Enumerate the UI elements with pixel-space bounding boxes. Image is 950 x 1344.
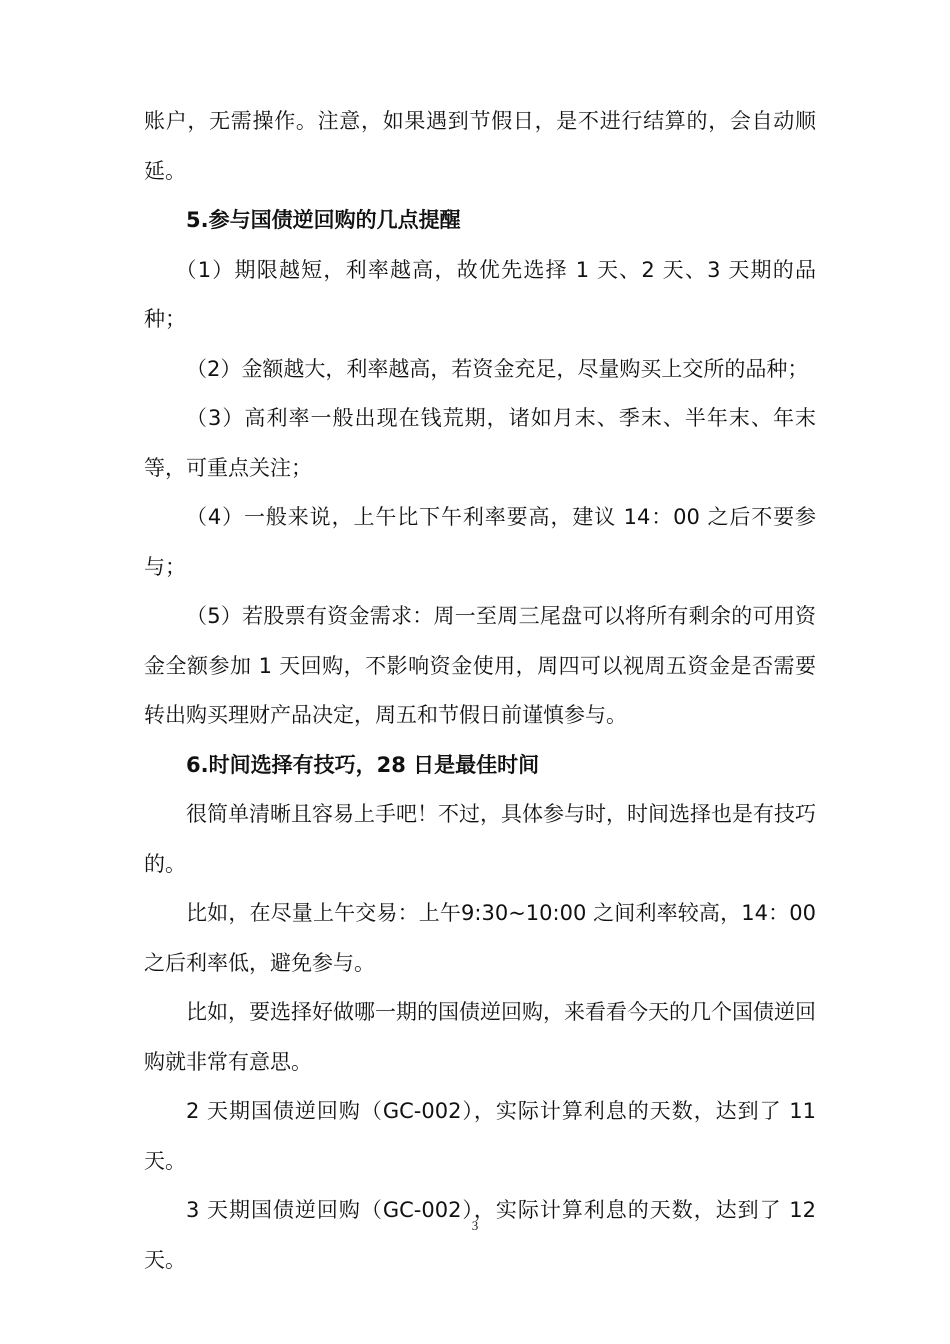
section-heading-6: 6.时间选择有技巧，28 日是最佳时间	[186, 752, 540, 777]
paragraph-gc002-2day: 2 天期国债逆回购（GC-002），实际计算利息的天数，达到了 11 天。	[144, 1099, 816, 1173]
paragraph-gc002-3day: 3 天期国债逆回购（GC-002），实际计算利息的天数，达到了 12 天。	[144, 1198, 816, 1272]
paragraph-1: 账户，无需操作。注意，如果遇到节假日，是不进行结算的，会自动顺延。	[144, 109, 816, 183]
reminder-item-2: （2）金额越大，利率越高，若资金充足，尽量购买上交所的品种；	[186, 356, 809, 381]
reminder-item-4: （4）一般来说，上午比下午利率要高，建议 14：00 之后不要参与；	[144, 505, 816, 579]
paragraph-intro: 很简单清晰且容易上手吧！不过，具体参与时，时间选择也是有技巧的。	[144, 802, 816, 876]
section-heading-5: 5.参与国债逆回购的几点提醒	[186, 208, 461, 232]
document-body	[144, 97, 816, 1285]
reminder-item-1: （1）期限越短，利率越高，故优先选择 1 天、2 天、3 天期的品种；	[144, 257, 816, 331]
reminder-item-3: （3）高利率一般出现在钱荒期，诸如月末、季末、半年末、年末等，可重点关注；	[144, 406, 816, 480]
paragraph-morning-trade: 比如，在尽量上午交易：上午9:30~10:00 之间利率较高，14：00 之后利率低，避免参与。	[144, 901, 816, 975]
reminder-item-5: （5）若股票有资金需求：周一至周三尾盘可以将所有剩余的可用资金全额参加 1 天回购，不影响资金使用，周四可以视周五资金是否需要转出购买理财产品决定，周五和节假日前谨慎参与。	[144, 604, 816, 727]
page-number: 3	[471, 1218, 479, 1233]
paragraph-choose-period: 比如，要选择好做哪一期的国债逆回购，来看看今天的几个国债逆回购就非常有意思。	[144, 1000, 816, 1074]
